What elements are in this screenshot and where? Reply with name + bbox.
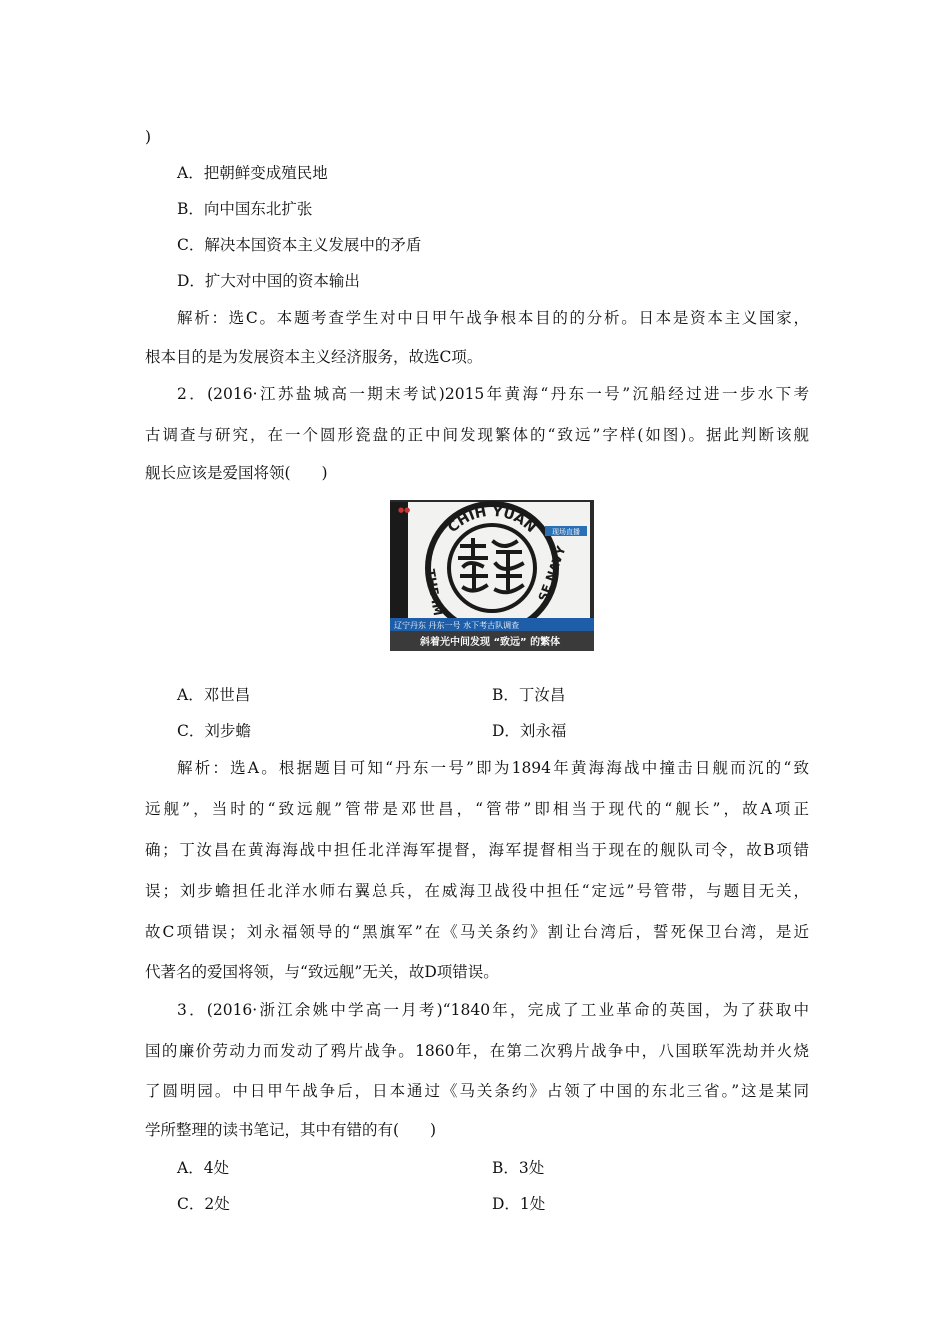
q1-option-c: C．解决本国资本主义发展中的矛盾 [177, 236, 422, 254]
q2-option-c: C．刘步蟾 [177, 722, 251, 740]
q2-analysis-line-3: 确；丁汝昌在黄海海战中担任北洋海军提督，海军提督相当于现在的舰队司令，故B项错 [145, 841, 809, 859]
q1-option-a: A．把朝鲜变成殖民地 [177, 164, 328, 182]
plate-seal-image [390, 500, 594, 651]
continuation-mark: ) [145, 128, 152, 146]
q2-analysis-line-2: 远舰”，当时的“致远舰”管带是邓世昌，“管带”即相当于现代的“舰长”，故A项正 [145, 800, 809, 818]
q2-analysis-line-6: 代著名的爱国将领，与“致远舰”无关，故D项错误。 [145, 963, 499, 981]
broadcast-caption-bottom: 斜着光中间发现 “致远” 的繁体 [420, 637, 561, 648]
q2-stem-line-3: 舰长应该是爱国将领( ) [145, 464, 328, 482]
q3-option-a: A．4处 [177, 1159, 230, 1177]
seal-ring-left-text: THE IM [423, 568, 445, 617]
q2-option-a: A．邓世昌 [177, 686, 251, 704]
q3-option-c: C．2处 [177, 1195, 230, 1213]
q1-option-b: B．向中国东北扩张 [177, 200, 313, 218]
q2-analysis-line-1: 解析：选A。根据题目可知“丹东一号”即为1894年黄海海战中撞击日舰而沉的“致 [177, 759, 809, 777]
q3-option-b: B．3处 [492, 1159, 545, 1177]
q3-stem-line-3: 了圆明园。中日甲午战争后，日本通过《马关条约》占领了中国的东北三省。”这是某同 [145, 1082, 809, 1100]
broadcast-caption-top: 辽宁丹东 丹东一号 水下考古队调查 [394, 621, 520, 630]
q3-stem-line-2: 国的廉价劳动力而发动了鸦片战争。1860年，在第二次鸦片战争中，八国联军洗劫并火烧 [145, 1042, 809, 1060]
q2-option-d: D．刘永福 [492, 722, 567, 740]
seal-ring-right-text: SE NAVY [535, 544, 569, 604]
q2-analysis-line-5: 故C项错误；刘永福领导的“黑旗军”在《马关条约》割让台湾后，誓死保卫台湾，是近 [145, 923, 809, 941]
q2-stem-line-1: 2．(2016·江苏盐城高一期末考试)2015年黄海“丹东一号”沉船经过进一步水下考 [177, 385, 809, 403]
q3-option-d: D．1处 [492, 1195, 546, 1213]
q3-stem-line-1: 3．(2016·浙江余姚中学高一月考)“1840年，完成了工业革命的英国，为了获取中 [177, 1001, 809, 1019]
q3-stem-line-4: 学所整理的读书笔记，其中有错的有( ) [145, 1121, 437, 1139]
broadcast-logo: ●● [398, 506, 411, 514]
q2-stem-line-2: 古调查与研究，在一个圆形瓷盘的正中间发现繁体的“致远”字样(如图)。据此判断该舰 [145, 426, 809, 444]
seal-ring-top-text: CHIH YUAN [444, 503, 540, 537]
plate-photo [390, 500, 594, 651]
q1-analysis-line-1: 解析：选C。本题考查学生对中日甲午战争根本目的的分析。日本是资本主义国家， [177, 309, 809, 327]
q2-option-b: B．丁汝昌 [492, 686, 566, 704]
q1-analysis-line-2: 根本目的是为发展资本主义经济服务，故选C项。 [145, 348, 483, 366]
broadcast-corner-tag: 现场直播 [552, 528, 580, 536]
q2-analysis-line-4: 误；刘步蟾担任北洋水师右翼总兵，在威海卫战役中担任“定远”号管带，与题目无关， [145, 882, 809, 900]
q1-option-d: D．扩大对中国的资本输出 [177, 272, 360, 290]
